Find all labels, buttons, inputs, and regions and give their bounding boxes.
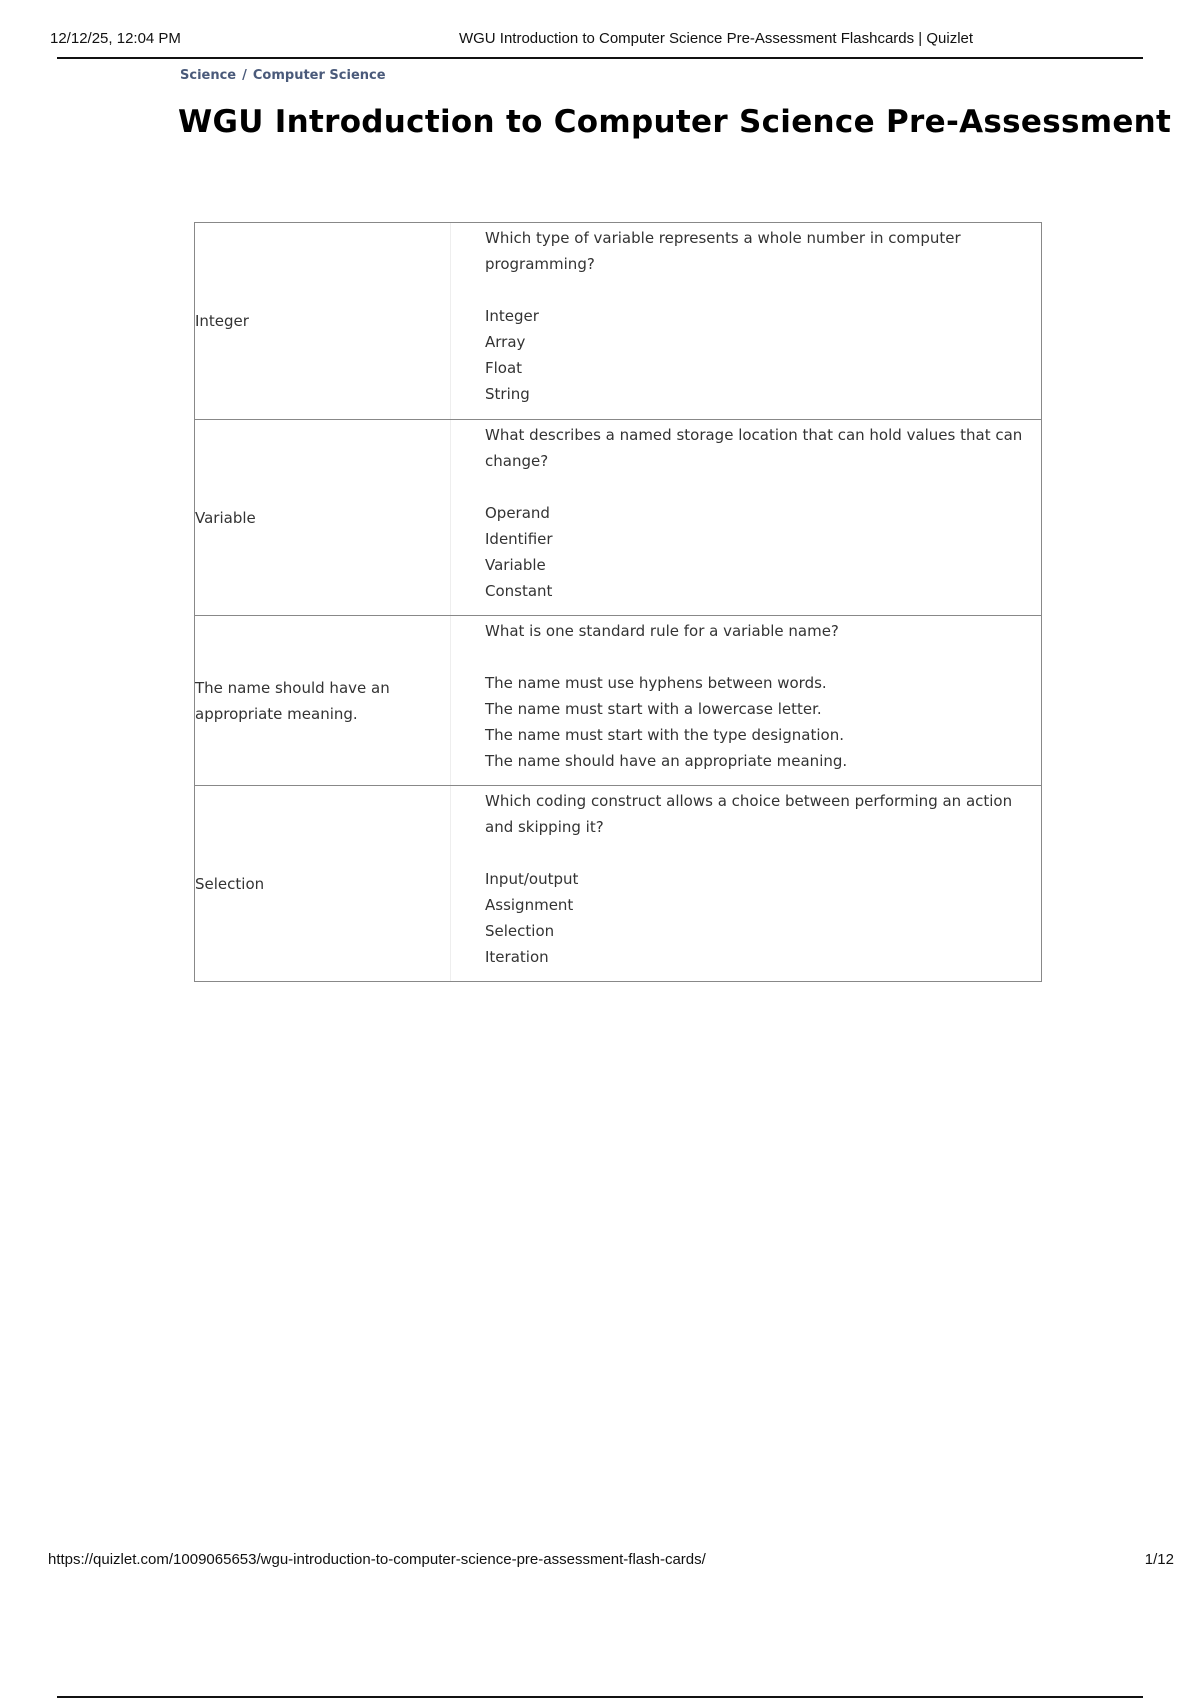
flashcard-definition (451, 223, 1041, 419)
breadcrumb-link-science[interactable]: Science (180, 68, 237, 83)
answer-option: The name should have an appropriate meaning. (485, 752, 848, 770)
breadcrumb-separator: / (242, 68, 247, 83)
flashcard-definition (451, 420, 1041, 615)
question-text: What is one standard rule for a variable name? (485, 622, 839, 640)
flashcard-row (195, 615, 1041, 785)
flashcard-table (194, 222, 1042, 982)
term-text: Variable (195, 508, 256, 527)
flashcard-definition (451, 786, 1041, 981)
print-footer (0, 1545, 1200, 1575)
answer-option: String (485, 385, 530, 403)
question-text: What describes a named storage location that can hold values that can change? (485, 426, 1023, 470)
breadcrumb (180, 68, 386, 83)
term-text: Selection (195, 874, 265, 893)
header-divider (57, 57, 1143, 59)
print-datetime: 12/12/25, 12:04 PM (50, 30, 181, 47)
answer-option: Variable (485, 556, 546, 574)
answer-option: Selection (485, 922, 555, 940)
question-text: Which coding construct allows a choice between performing an action and skipping it? (485, 792, 1013, 836)
flashcard-row (195, 223, 1041, 419)
flashcard-term (195, 420, 451, 615)
answer-option: Assignment (485, 896, 574, 914)
term-text: Integer (195, 312, 249, 330)
print-header (0, 0, 1200, 58)
page-url: https://quizlet.com/1009065653/wgu-introduction-to-computer-science-pre-assessment-flash-cards/ (48, 1551, 706, 1568)
flashcard-definition (451, 616, 1041, 785)
breadcrumb-link-computer-science[interactable]: Computer Science (252, 68, 386, 83)
answer-option: Array (485, 333, 526, 351)
answer-option: Input/output (485, 870, 579, 888)
flashcard-row (195, 785, 1041, 981)
answer-option: The name must use hyphens between words. (485, 674, 827, 692)
page-number: 1/12 (1144, 1551, 1174, 1568)
answer-option: Iteration (485, 948, 549, 966)
answer-option: The name must start with a lowercase letter. (485, 700, 822, 718)
page-title: WGU Introduction to Computer Science Pre-Assessment (178, 104, 1172, 140)
flashcard-term (195, 223, 451, 419)
answer-option: Constant (485, 582, 553, 600)
answer-option: Float (485, 359, 523, 377)
flashcard-term (195, 786, 451, 981)
print-document-title: WGU Introduction to Computer Science Pre-Assessment Flashcards | Quizlet (458, 30, 974, 47)
answer-option: The name must start with the type designation. (485, 726, 844, 744)
bottom-divider (57, 1696, 1143, 1698)
answer-option: Operand (485, 504, 550, 522)
question-text: Which type of variable represents a whole number in computer programming? (485, 229, 961, 273)
answer-option: Identifier (485, 530, 553, 548)
flashcard-term (195, 616, 451, 785)
term-text: The name should have an appropriate meaning. (195, 678, 390, 723)
answer-option: Integer (485, 307, 539, 325)
flashcard-row (195, 419, 1041, 615)
